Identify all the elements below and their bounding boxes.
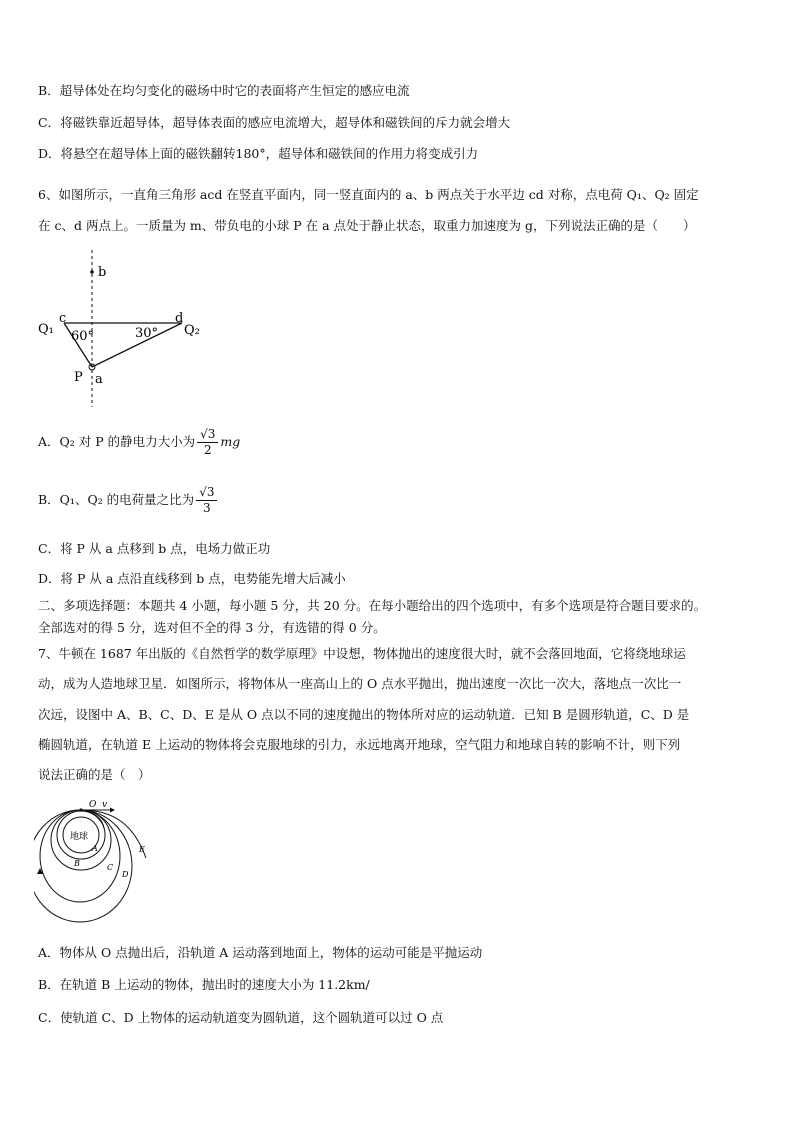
q6-option-a — [38, 424, 240, 464]
q6-option-c: C．将 P 从 a 点移到 b 点，电场力做正功 — [38, 541, 271, 556]
q6-option-a-fraction — [197, 427, 218, 458]
q6-option-d: D．将 P 从 a 点沿直线移到 b 点，电势能先增大后减小 — [38, 571, 346, 586]
q7-label-d: D — [122, 870, 129, 879]
q5-option-d: D．将悬空在超导体上面的磁铁翻转180°，超导体和磁铁间的作用力将变成引力 — [38, 146, 479, 161]
q6-angle-60: 60° — [71, 329, 95, 344]
q7-label-a: A — [92, 844, 98, 853]
q6-option-a-suffix: mg — [220, 434, 241, 449]
q6-label-q2: Q₂ — [184, 323, 200, 338]
section2-line1: 二、多项选择题：本题共 4 小题，每小题 5 分，共 20 分。在每小题给出的四个选项中，有多个选项是符合题目要求的。 — [38, 598, 707, 613]
q6-stem-line1: 6、如图所示，一直角三角形 acd 在竖直平面内，同一竖直面内的 a、b 两点关于水平边 cd 对称，点电荷 Q₁、Q₂ 固定 — [38, 187, 699, 202]
q7-label-c: C — [107, 863, 114, 872]
q7-option-a: A．物体从 O 点抛出后，沿轨道 A 运动落到地面上，物体的运动可能是平抛运动 — [38, 945, 483, 960]
q6-option-b-fraction — [196, 485, 217, 516]
q6-label-a: a — [95, 372, 103, 387]
q6-option-b-denominator: 3 — [203, 501, 211, 515]
q7-label-v: v — [102, 800, 108, 810]
q6-option-b — [38, 482, 219, 522]
q7-line1: 7、牛顿在 1687 年出版的《自然哲学的数学原理》中设想，物体抛出的速度很大时，就不会落回地面，它将绕地球运 — [38, 646, 686, 661]
q7-option-c: C．使轨道 C、D 上物体的运动轨道变为圆轨道，这个圆轨道可以过 O 点 — [38, 1010, 444, 1025]
q6-stem-line2: 在 c、d 两点上。一质量为 m、带负电的小球 P 在 a 点处于静止状态，取重力加速度为 g，下列说法正确的是（ ） — [38, 218, 696, 233]
q6-option-a-prefix: A．Q₂ 对 P 的静电力大小为 — [38, 434, 196, 449]
q6-option-a-denominator: 2 — [203, 443, 212, 457]
q6-label-c: c — [59, 311, 67, 326]
q7-label-e: E — [139, 845, 145, 854]
q7-orbit-figure — [34, 800, 164, 940]
q6-label-q1: Q₁ — [38, 322, 54, 337]
section2-line2: 全部选对的得 5 分，选对但不全的得 3 分，有选错的得 0 分。 — [38, 620, 386, 635]
q7-label-b: B — [74, 859, 80, 868]
q6-option-b-numerator: √3 — [196, 485, 217, 501]
q6-label-d: d — [175, 311, 184, 326]
q7-label-o: O — [89, 800, 97, 810]
q7-option-b: B．在轨道 B 上运动的物体，抛出时的速度大小为 11.2km/ — [38, 977, 370, 992]
q6-point-b — [90, 270, 94, 274]
q6-option-b-prefix: B．Q₁、Q₂ 的电荷量之比为 — [38, 492, 195, 507]
q6-label-p: P — [74, 370, 83, 385]
q7-label-earth: 地球 — [70, 832, 89, 842]
q7-line5: 说法正确的是（ ） — [38, 767, 151, 782]
q7-orbit-c — [40, 810, 120, 902]
q7-orbit-e — [81, 810, 146, 858]
q7-line4: 椭圆轨道，在轨道 E 上运动的物体将会克服地球的引力，永远地离开地球，空气阻力和地球自转的影响不计，则下列 — [38, 737, 681, 752]
q5-option-c: C．将磁铁靠近超导体，超导体表面的感应电流增大，超导体和磁铁间的斥力就会增大 — [38, 115, 511, 130]
q6-label-b: b — [98, 265, 107, 280]
q6-triangle-figure — [34, 245, 224, 415]
q7-line3: 次远，设图中 A、B、C、D、E 是从 O 点以不同的速度抛出的物体所对应的运动轨道．已知 B 是圆形轨道，C、D 是 — [38, 707, 690, 722]
q7-line2: 动，成为人造地球卫星．如图所示，将物体从一座高山上的 O 点水平抛出，抛出速度一次比一次大，落地点一次比一 — [38, 676, 682, 691]
q6-option-a-numerator: √3 — [197, 427, 218, 443]
q7-velocity-arrowhead — [110, 808, 115, 813]
q5-option-b: B．超导体处在均匀变化的磁场中时它的表面将产生恒定的感应电流 — [38, 83, 410, 98]
q6-angle-30: 30° — [135, 326, 159, 341]
